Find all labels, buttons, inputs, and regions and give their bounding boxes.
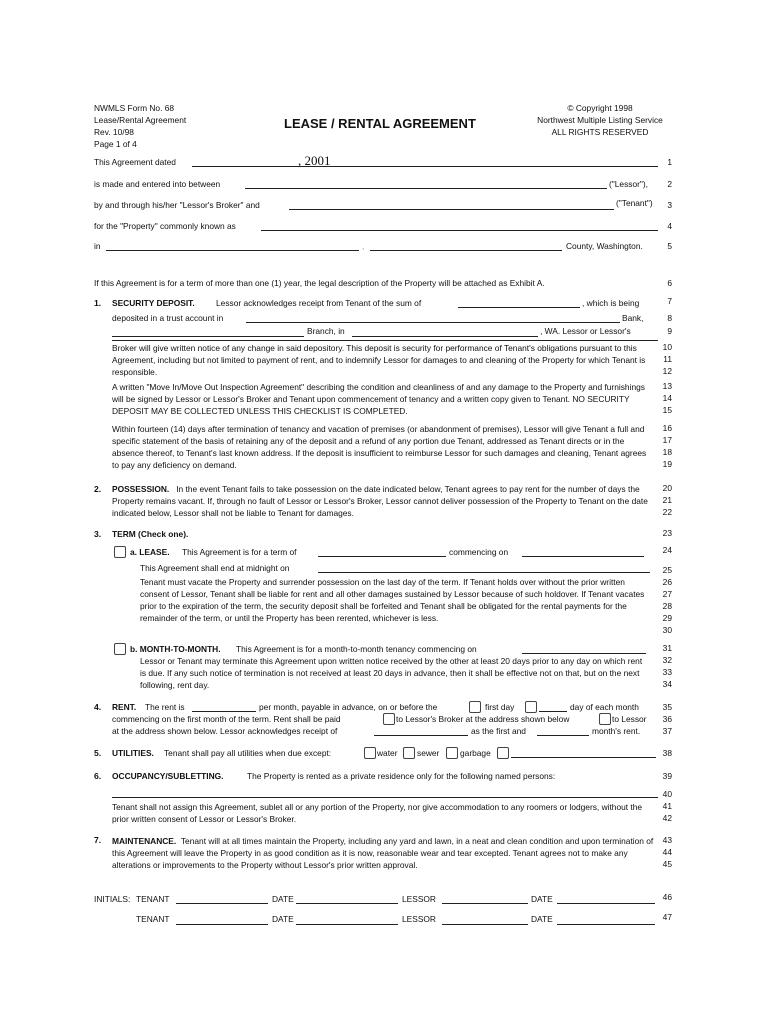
line-number: 23 (662, 528, 672, 538)
garbage-checkbox[interactable] (446, 747, 458, 759)
rent-payable-label: per month, payable in advance, on or before the (259, 702, 438, 712)
receipt-label: at the address shown below. Lessor acknowledges receipt of (112, 726, 338, 736)
deposit-amount-field[interactable] (458, 307, 580, 308)
lessor-date-field-2[interactable] (557, 924, 655, 925)
lessor-name-field[interactable] (245, 188, 607, 189)
lease-commencing-field[interactable] (522, 556, 644, 557)
county-label: County, Washington. (566, 241, 643, 251)
lessor-tag: ("Lessor"), (609, 179, 648, 189)
line-number: 8 (667, 313, 672, 323)
deposit-being: , which is being (582, 298, 640, 308)
line-number: 6 (667, 278, 672, 288)
pay-lessor-checkbox[interactable] (599, 713, 611, 725)
other-day-field[interactable] (539, 711, 567, 712)
lease-end-field[interactable] (318, 572, 650, 573)
line-number: 26 (662, 577, 672, 587)
initials-tenant-label-2: TENANT (136, 914, 170, 924)
initials-lessor-label-1: LESSOR (402, 894, 436, 904)
lease-term-label: This Agreement is for a term of (182, 547, 297, 557)
lease-commencing-label: commencing on (449, 547, 509, 557)
line-number: 24 (662, 545, 672, 555)
first-day-label: first day (485, 702, 515, 712)
lessor-date-field-1[interactable] (557, 903, 655, 904)
month-to-month-label: This Agreement is for a month-to-month tenancy commencing on (236, 644, 477, 654)
section-1-para-3: Within fourteen (14) days after termination of tenancy and vacation of premises (or abandonment of premises), Lessor will give Tenant a full and specific statement of the basis of retaining any of the deposit and a refund of any portion due Tenant, addressed as Tenant directs or in the absence thereof, to Tenant's last known address. If the deposit is insufficient to reimburse Lessor for such damages and cleaning, Tenant agrees to pay any deficiency on demand. (112, 424, 647, 470)
month-to-month-heading: b. MONTH-TO-MONTH. (130, 644, 221, 654)
other-day-checkbox[interactable] (525, 701, 537, 713)
line-number: 45 (662, 859, 672, 869)
section-1-number: 1. (94, 298, 102, 308)
section-2-number: 2. (94, 484, 102, 494)
line-number: 41 (662, 801, 672, 811)
line-number: 5 (667, 241, 672, 251)
section-7-body: Tenant will at all times maintain the Property, including any yard and lawn, in a neat and clean condition and upon termination of this Agreement will leave the Property in as good condition as it is now, reasonable wear and tear excepted. Tenant agrees not to make any alterations or improvements to the Property without Lessor's prior written approval. (112, 836, 654, 870)
initials-date-label-3: DATE (272, 914, 294, 924)
receipt-amount-field[interactable] (374, 735, 468, 736)
rights-reserved: ALL RIGHTS RESERVED (551, 127, 649, 137)
pay-lessor-label: to Lessor (612, 714, 647, 724)
lessor-initials-field-2[interactable] (442, 924, 528, 925)
last-month-field[interactable] (537, 735, 589, 736)
branch-city-field[interactable] (352, 336, 538, 337)
utilities-label: Tenant shall pay all utilities when due except: (164, 748, 332, 758)
first-and-label: as the first and (471, 726, 526, 736)
initials-label: INITIALS: (94, 894, 131, 904)
city-field[interactable] (106, 250, 359, 251)
sewer-label: sewer (417, 748, 440, 758)
line-number: 39 (662, 771, 672, 781)
line-number: 30 (662, 625, 672, 635)
subletting-paragraph: Tenant shall not assign this Agreement, sublet all or any portion of the Property, nor give accommodation to any roomers or lodgers, without the prior written consent of Lessor or Lessor's Broker. (112, 802, 643, 824)
section-6-number: 6. (94, 771, 102, 781)
initials-date-label-2: DATE (531, 894, 553, 904)
water-label: water (377, 748, 398, 758)
month-to-month-paragraph: Lessor or Tenant may terminate this Agreement upon written notice received by the other at least 20 days prior to any day on which rent is due. If any such notice of termination is not received at least 20 days in advance, then it shall be effective not on that, but on the next following, rent day. (140, 656, 643, 690)
line-number: 1 (667, 157, 672, 167)
section-1-para-1: Broker will give written notice of any change in said depository. This deposit is security for performance of Tenant's obligations pursuant to this Agreement, including but not limited to payment of rent, and to indemnify Lessor for damages to and cleaning of the Property for which Tenant is responsible. (112, 343, 646, 377)
line-number: 40 (662, 789, 672, 799)
line-number: 2 (667, 179, 672, 189)
line-number: 22 (662, 507, 672, 517)
water-checkbox[interactable] (364, 747, 376, 759)
section-5-number: 5. (94, 748, 102, 758)
section-4-heading: RENT. (112, 702, 137, 712)
dated-label: This Agreement dated (94, 157, 176, 167)
city-label: in (94, 241, 101, 251)
line-number: 29 (662, 613, 672, 623)
section-5-heading: UTILITIES. (112, 748, 154, 758)
city-comma: , (362, 241, 365, 251)
months-rent-label: month's rent. (592, 726, 641, 736)
line-number: 32 (662, 655, 672, 665)
tenant-name-field[interactable] (289, 209, 614, 210)
branch-field[interactable] (112, 336, 304, 337)
initials-date-label-1: DATE (272, 894, 294, 904)
line-number: 33 (662, 667, 672, 677)
document-title: LEASE / RENTAL AGREEMENT (284, 116, 476, 131)
line-number: 46 (662, 892, 672, 902)
trust-account-label: deposited in a trust account in (112, 313, 224, 323)
line-number: 34 (662, 679, 672, 689)
tenant-initials-field-2[interactable] (176, 924, 268, 925)
line-number: 11 (663, 354, 672, 364)
section-1-divider (112, 340, 658, 341)
section-2-text (112, 483, 655, 519)
line-number: 43 (662, 835, 672, 845)
line-number: 7 (667, 296, 672, 306)
month-to-month-date-field[interactable] (522, 653, 646, 654)
broker-label: by and through his/her "Lessor's Broker" and (94, 200, 260, 210)
form-name: Lease/Rental Agreement (94, 115, 187, 125)
section-7-number: 7. (94, 835, 102, 845)
occupants-field[interactable] (112, 797, 658, 798)
tenant-date-field-2[interactable] (296, 924, 398, 925)
copyright: © Copyright 1998 (567, 103, 633, 113)
initials-date-label-4: DATE (531, 914, 553, 924)
property-label: for the "Property" commonly known as (94, 221, 236, 231)
tenant-initials-field-1[interactable] (176, 903, 268, 904)
property-address-field[interactable] (261, 230, 658, 231)
rent-label: The rent is (145, 702, 185, 712)
section-7-heading: MAINTENANCE. (112, 836, 177, 846)
line-number: 37 (662, 726, 672, 736)
line-number: 9 (667, 326, 672, 336)
line-number: 18 (662, 447, 672, 457)
wa-label: , WA. Lessor or Lessor's (540, 326, 631, 336)
line-number: 16 (662, 423, 672, 433)
lease-term-field[interactable] (318, 556, 446, 557)
between-label: is made and entered into between (94, 179, 221, 189)
occupancy-label: The Property is rented as a private residence only for the following named persons: (247, 771, 556, 781)
line-number: 17 (662, 435, 672, 445)
section-1-heading: SECURITY DEPOSIT. (112, 298, 195, 308)
month-to-month-checkbox[interactable] (114, 643, 126, 655)
line-number: 20 (662, 483, 672, 493)
line-number: 31 (662, 643, 672, 653)
line-number: 25 (662, 565, 672, 575)
line-number: 14 (662, 393, 672, 403)
lease-checkbox[interactable] (114, 546, 126, 558)
line-number: 44 (662, 847, 672, 857)
bank-label: Bank, (622, 313, 644, 323)
garbage-label: garbage (460, 748, 491, 758)
pay-broker-label: to Lessor's Broker at the address shown below (396, 714, 570, 724)
line-number: 27 (662, 589, 672, 599)
initials-tenant-label-1: TENANT (136, 894, 170, 904)
county-field[interactable] (370, 250, 562, 251)
line-number: 42 (662, 813, 672, 823)
agreement-year: , 2001 (298, 153, 331, 168)
line-number: 10 (662, 342, 672, 352)
line-number: 3 (667, 200, 672, 210)
organization: Northwest Multiple Listing Service (537, 115, 663, 125)
page-indicator: Page 1 of 4 (94, 139, 137, 149)
line-number: 35 (662, 702, 672, 712)
line-number: 4 (667, 221, 672, 231)
line-number: 12 (662, 366, 672, 376)
line-number: 38 (662, 748, 672, 758)
form-revision: Rev. 10/98 (94, 127, 134, 137)
first-day-checkbox[interactable] (469, 701, 481, 713)
other-utility-checkbox[interactable] (497, 747, 509, 759)
pay-broker-checkbox[interactable] (383, 713, 395, 725)
section-3-number: 3. (94, 529, 102, 539)
lease-paragraph: Tenant must vacate the Property and surrender possession on the last day of the term. If Tenant holds over without the prior written consent of Lessor, Tenant shall be liable for rent and all other damages sustained by Lessor because of such holdover. If Tenant vacates prior to the expiration of the term, the security deposit shall be forfeited and Tenant shall be obligated for the rental payments for the remainder of the term, or until the Property has been rerented, whichever is less. (140, 577, 645, 623)
line-number: 36 (662, 714, 672, 724)
agreement-date-field[interactable] (192, 166, 658, 167)
lease-heading: a. LEASE. (130, 547, 170, 557)
line-number: 19 (662, 459, 672, 469)
line-number: 21 (662, 495, 672, 505)
section-7-text (112, 835, 655, 871)
form-number: NWMLS Form No. 68 (94, 103, 175, 113)
tenant-tag: ("Tenant") (616, 198, 653, 208)
lessor-initials-field-1[interactable] (442, 903, 528, 904)
exhibit-text: If this Agreement is for a term of more than one (1) year, the legal description of the Property will be attached as Exhibit A. (94, 278, 545, 288)
deposit-sum-label: Lessor acknowledges receipt from Tenant of the sum of (216, 298, 422, 308)
section-2-body: In the event Tenant fails to take possession on the date indicated below, Tenant agrees to pay rent for the number of days the Property remains vacant. If, through no fault of Lessor or Lessor's Broker, Lessor cannot deliver possession of the Property to Tenant on the date indicated below, Lessor shall not be liable to Tenant for damages. (112, 484, 648, 518)
branch-label: Branch, in (307, 326, 345, 336)
sewer-checkbox[interactable] (403, 747, 415, 759)
section-4-number: 4. (94, 702, 102, 712)
line-number: 47 (662, 912, 672, 922)
day-of-month-label: day of each month (570, 702, 639, 712)
rent-amount-field[interactable] (192, 711, 256, 712)
line-number: 15 (662, 405, 672, 415)
tenant-date-field-1[interactable] (296, 903, 398, 904)
section-6-heading: OCCUPANCY/SUBLETTING. (112, 771, 224, 781)
section-2-heading: POSSESSION. (112, 484, 170, 494)
line-number: 13 (662, 381, 672, 391)
initials-lessor-label-2: LESSOR (402, 914, 436, 924)
line-number: 28 (662, 601, 672, 611)
lease-end-label: This Agreement shall end at midnight on (140, 563, 290, 573)
bank-name-field[interactable] (246, 322, 620, 323)
section-3-heading: TERM (Check one). (112, 529, 189, 539)
other-utility-field[interactable] (511, 757, 656, 758)
rent-paid-label: commencing on the first month of the term. Rent shall be paid (112, 714, 341, 724)
section-1-para-2: A written "Move In/Move Out Inspection Agreement" describing the condition and cleanliness of and any damage to the Property and furnishings will be signed by Lessor or Lessor's Broker and Tenant upon commencement of tenancy and a written copy given to Tenant. NO SECURITY DEPOSIT MAY BE COLLECTED UNLESS THIS CHECKLIST IS COMPLETED. (112, 382, 645, 416)
